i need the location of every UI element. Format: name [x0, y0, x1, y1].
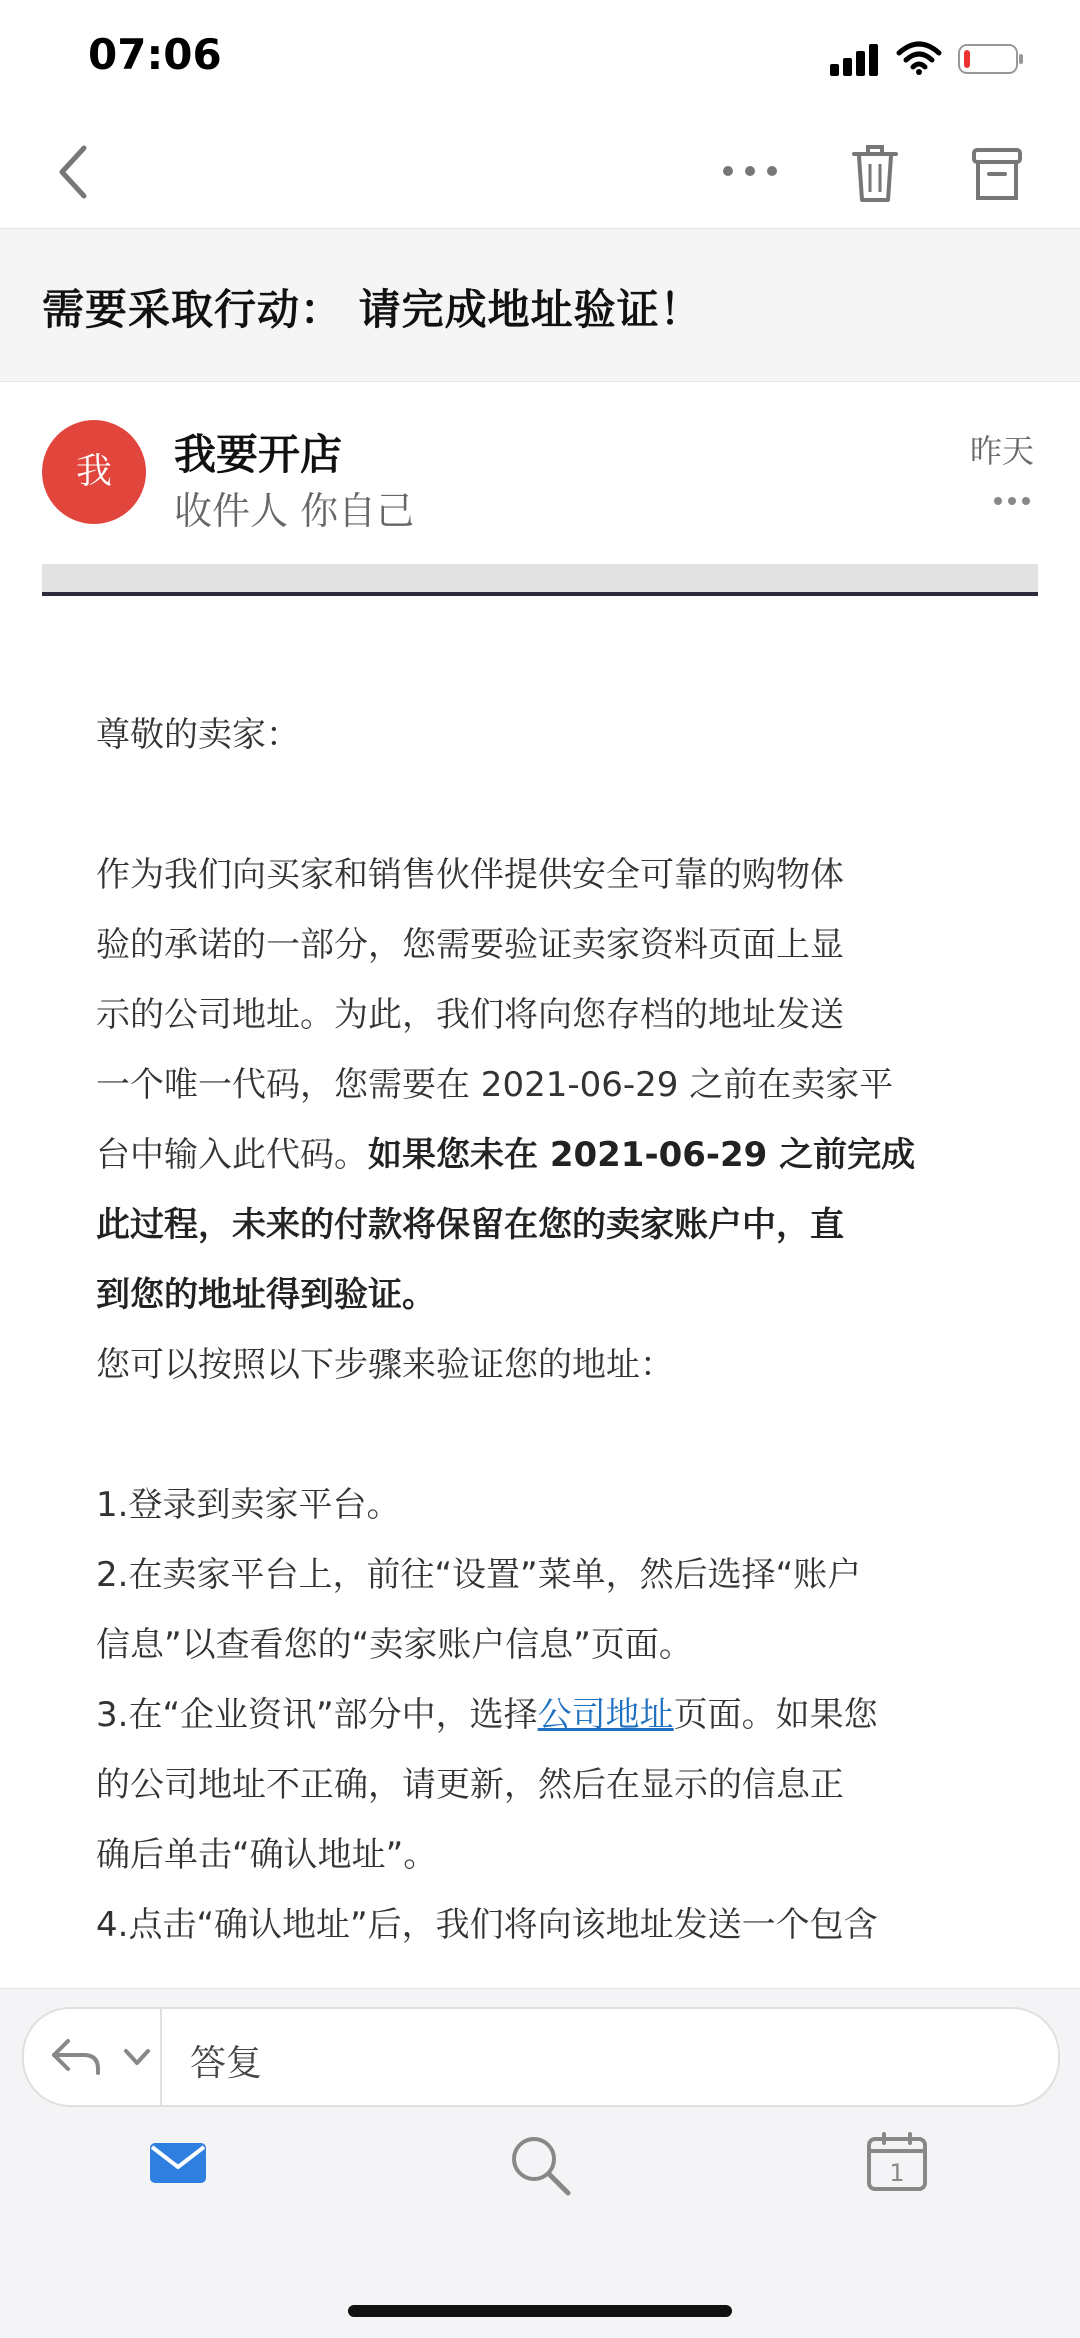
step-item: 信息”以查看您的“卖家账户信息”页面。 — [96, 1625, 693, 1665]
body-text-run: 页面。如果您 — [673, 1695, 878, 1735]
reply-divider — [160, 2009, 162, 2105]
body-line: 一个唯一代码，您需要在 2021-06-29 之前在卖家平 — [96, 1065, 894, 1105]
back-icon[interactable] — [54, 142, 94, 202]
home-indicator — [348, 2305, 732, 2317]
step-item: 2.在卖家平台上，前往“设置”菜单，然后选择“账户 — [96, 1555, 862, 1595]
company-address-link[interactable]: 公司地址 — [537, 1695, 674, 1735]
greeting: 尊敬的卖家： — [96, 715, 300, 755]
step-item: 确后单击“确认地址”。 — [96, 1835, 438, 1875]
step-item — [96, 1680, 996, 1750]
body-text-run: 3.在“企业资讯”部分中，选择 — [96, 1695, 538, 1735]
mail-icon[interactable] — [148, 2139, 208, 2187]
status-time: 07:06 — [88, 30, 222, 79]
body-text-run: 台中输入此代码。 — [96, 1135, 368, 1175]
archive-icon[interactable] — [970, 142, 1024, 204]
step-item: 1.登录到卖家平台。 — [96, 1485, 401, 1525]
body-line — [96, 1120, 996, 1190]
email-banner — [42, 564, 1038, 594]
reply-button[interactable]: 答复 — [190, 2043, 263, 2084]
sender-header — [0, 382, 1080, 562]
step-item: 4.点击“确认地址”后，我们将向该地址发送一个包含 — [96, 1905, 878, 1945]
email-date: 昨天 — [969, 432, 1034, 470]
body-line: 作为我们向买家和销售伙伴提供安全可靠的购物体 — [96, 855, 844, 895]
sender-name[interactable]: 我要开店 — [174, 430, 343, 479]
mail-toolbar — [0, 120, 1080, 228]
avatar[interactable]: 我 — [42, 420, 146, 524]
step-item: 的公司地址不正确，请更新，然后在显示的信息正 — [96, 1765, 844, 1805]
body-line: 验的承诺的一部分，您需要验证卖家资料页面上显 — [96, 925, 844, 965]
warning-text: 如果您未在 2021-06-29 之前完成 — [368, 1135, 916, 1175]
reply-icon[interactable] — [48, 2033, 104, 2081]
search-icon[interactable] — [508, 2133, 572, 2197]
email-subject: 需要采取行动： 请完成地址验证！ — [42, 285, 703, 334]
trash-icon[interactable] — [850, 142, 900, 204]
status-bar — [0, 0, 1080, 120]
wifi-icon — [896, 40, 942, 76]
chevron-down-icon[interactable] — [120, 2043, 154, 2071]
battery-icon — [958, 44, 1024, 74]
subject-bar — [0, 228, 1080, 382]
warning-line: 此过程，未来的付款将保留在您的卖家账户中，直 — [96, 1205, 844, 1245]
calendar-icon[interactable] — [866, 2131, 928, 2191]
calendar-day: 1 — [889, 2159, 905, 2187]
bottom-panel — [0, 1988, 1080, 2338]
body-line: 示的公司地址。为此，我们将向您存档的地址发送 — [96, 995, 844, 1035]
signal-icon — [830, 44, 880, 76]
more-icon[interactable] — [992, 494, 1032, 508]
reply-bar[interactable] — [22, 2007, 1060, 2107]
email-body — [96, 700, 996, 1960]
body-line: 您可以按照以下步骤来验证您的地址： — [96, 1345, 674, 1385]
recipient-line[interactable]: 收件人 你自己 — [174, 489, 415, 533]
warning-line: 到您的地址得到验证。 — [96, 1275, 436, 1315]
more-icon[interactable] — [720, 156, 780, 186]
banner-divider — [42, 592, 1038, 596]
